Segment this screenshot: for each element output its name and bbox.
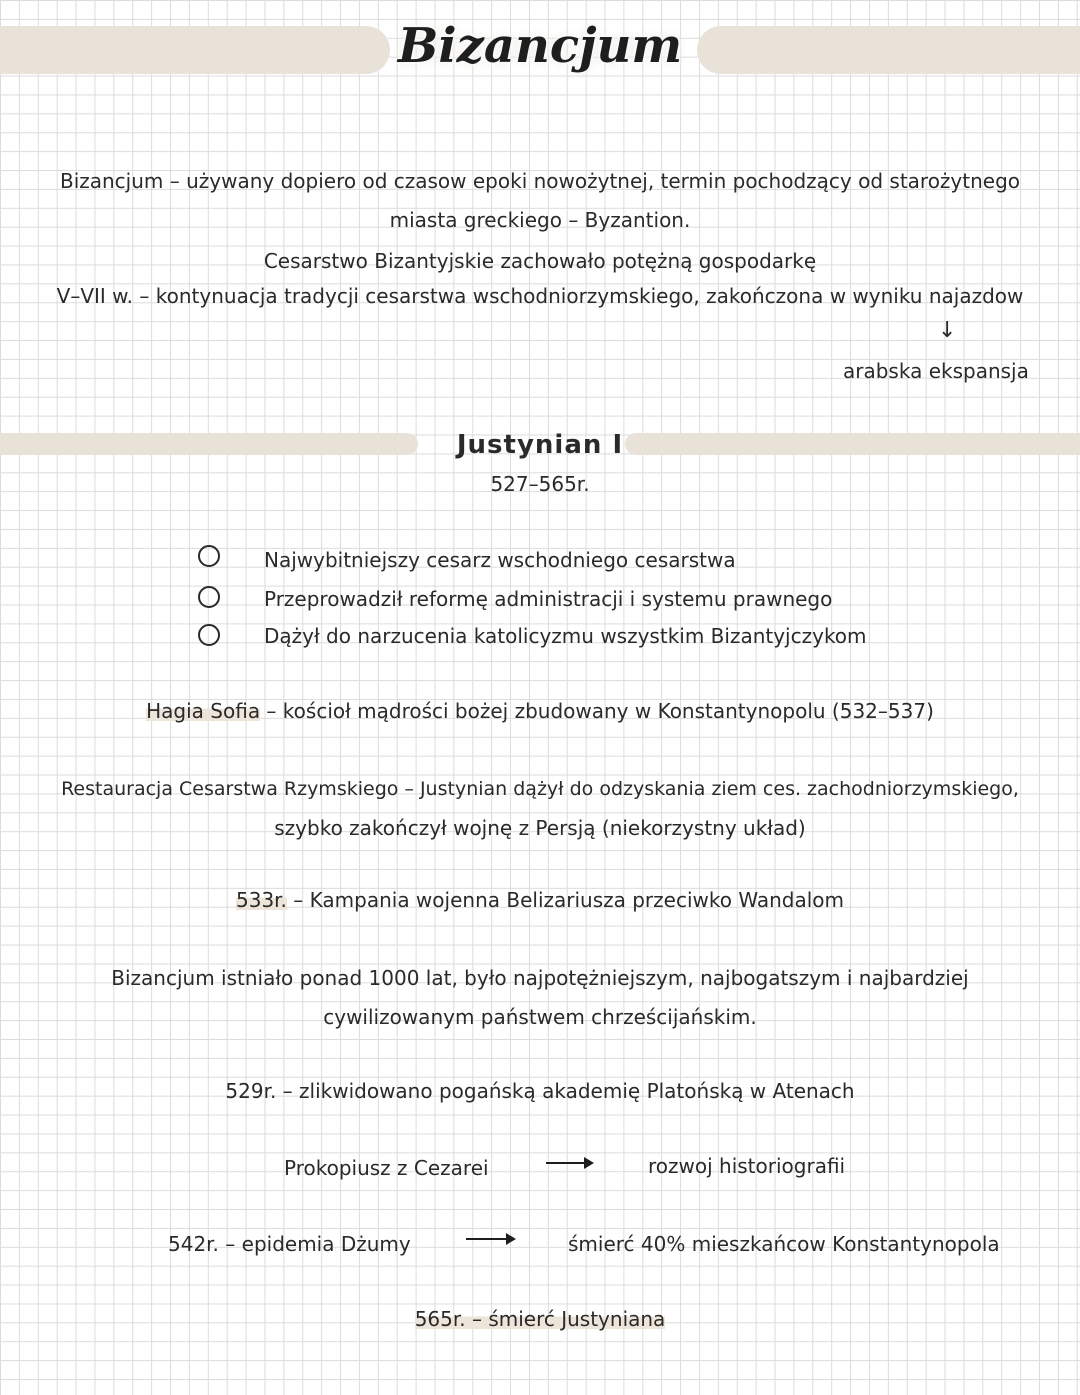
intro-line-1: Bizancjum – używany dopiero od czasow epoki nowożytnej, termin pochodzący od starożytnego [59,169,1021,193]
bullet-item-1: Najwybitniejszy cesarz wschodniego cesarstwa [264,548,736,572]
intro-line-3: Cesarstwo Bizantyjskie zachowało potężną gospodarkę [263,249,817,273]
plague-left: 542r. – epidemia Dżumy [168,1232,411,1256]
bullet-item-2: Przeprowadził reformę administracji i systemu prawnego [264,587,833,611]
restauracja-line-1: Restauracja Cesarstwa Rzymskiego – Justynian dążył do odzyskania ziem ces. zachodniorzymskiego, [61,778,1019,800]
hagia-sofia-line [0,698,1080,724]
bullet-circle-icon [198,586,220,608]
bullet-item-3: Dążył do narzucenia katolicyzmu wszystkim Bizantyjczykom [264,624,867,648]
bullet-circle-icon [198,624,220,646]
hagia-sofia-term: Hagia Sofia [146,699,261,723]
section-dates: 527–565r. [490,472,590,496]
intro-line-5: arabska ekspansja [843,359,1029,383]
campaign-line [0,887,1080,913]
campaign-year: 533r. [236,888,287,912]
academy-line: 529r. – zlikwidowano pogańską akademię Platońską w Atenach [225,1079,855,1103]
page-title: Bizancjum [397,18,683,74]
right-arrow-icon [546,1162,592,1164]
summary-line-1: Bizancjum istniało ponad 1000 lat, było najpotężniejszym, najbogatszym i najbardziej [111,966,969,990]
down-arrow-icon: ↓ [938,318,957,343]
right-arrow-icon [466,1238,514,1240]
death-text: 565r. – śmierć Justyniana [414,1307,666,1331]
hagia-sofia-rest: – kościoł mądrości bożej zbudowany w Konstantynopolu (532–537) [260,699,934,723]
prokopiusz-left: Prokopiusz z Cezarei [284,1156,489,1180]
section-heading: Justynian I [456,430,624,460]
prokopiusz-right: rozwoj historiografii [648,1154,846,1178]
death-line [0,1306,1080,1332]
plague-right: śmierć 40% mieszkańcow Konstantynopola [568,1232,1000,1256]
intro-line-2: miasta greckiego – Byzantion. [389,208,691,232]
restauracja-line-2: szybko zakończył wojnę z Persją (niekorzystny układ) [274,816,806,840]
summary-line-2: cywilizowanym państwem chrześcijańskim. [323,1005,757,1029]
bullet-circle-icon [198,545,220,567]
intro-line-4: V–VII w. – kontynuacja tradycji cesarstwa wschodniorzymskiego, zakończona w wyniku najazdow [56,284,1024,308]
campaign-rest: – Kampania wojenna Belizariusza przeciwko Wandalom [286,888,844,912]
